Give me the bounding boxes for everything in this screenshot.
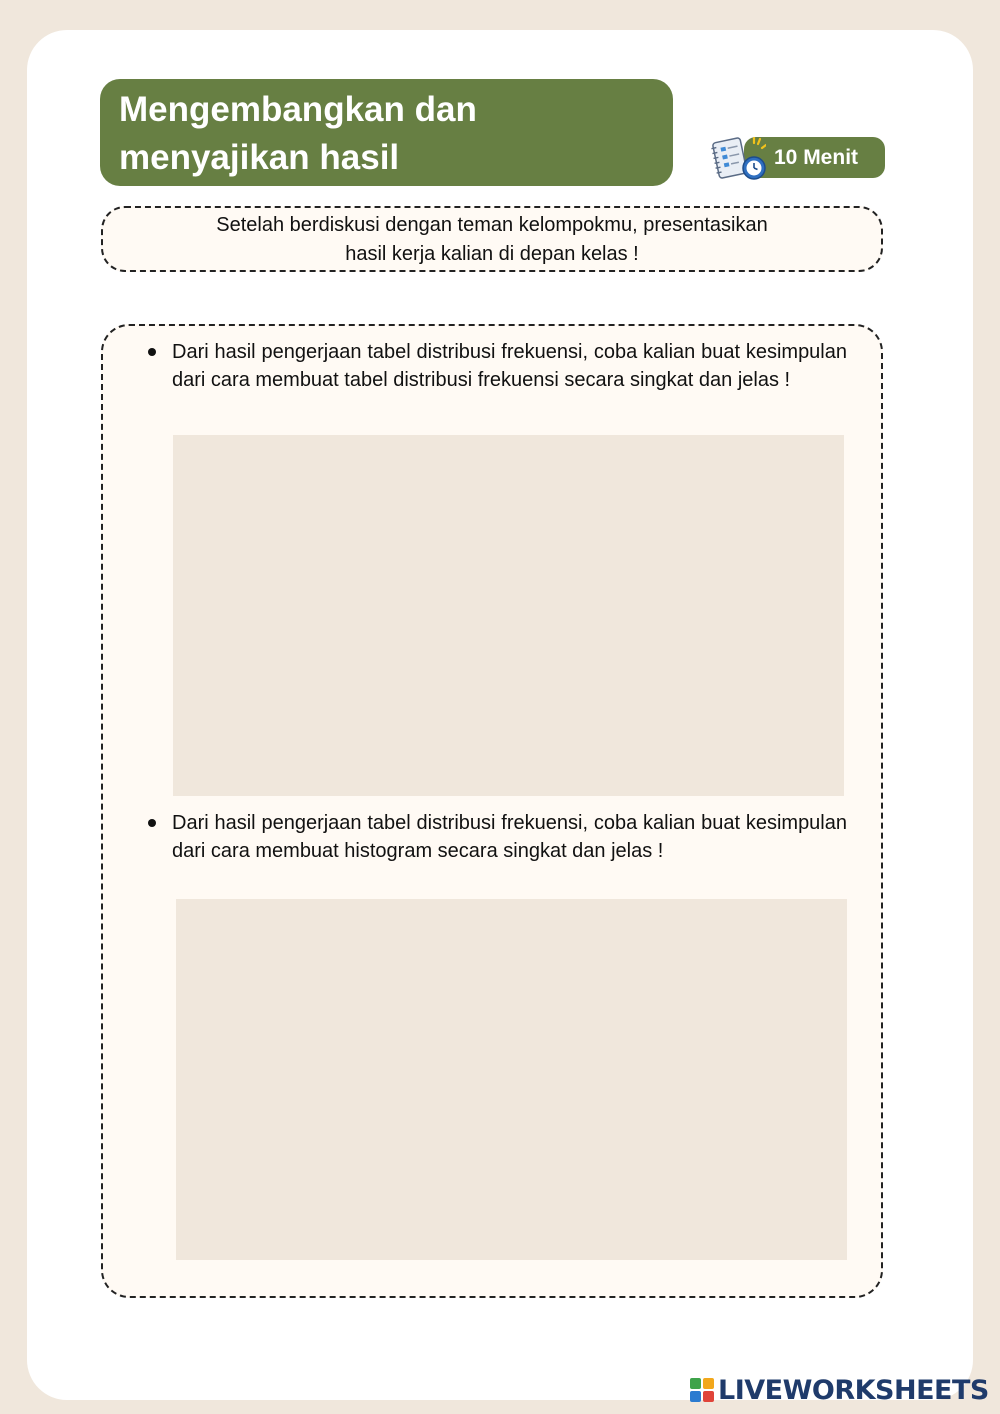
logo-text: LIVEWORKSHEETS xyxy=(718,1374,989,1406)
logo-squares xyxy=(690,1378,714,1402)
instruction-box xyxy=(101,206,883,272)
logo-square-i xyxy=(703,1378,714,1389)
bullet-2 xyxy=(148,819,156,827)
instruction-line-1: Setelah berdiskusi dengan teman kelompokmu, presentasikan xyxy=(216,214,768,236)
clipboard-clock-icon xyxy=(708,134,766,184)
answer-box-2[interactable] xyxy=(176,899,847,1260)
section-title-line-2: menyajikan hasil xyxy=(119,138,400,177)
bullet-1 xyxy=(148,348,156,356)
logo-square-e xyxy=(703,1391,714,1402)
task-2-text: Dari hasil pengerjaan tabel distribusi frekuensi, coba kalian buat kesimpulan dari cara membuat histogram secara singkat dan jelas ! xyxy=(172,812,847,862)
instruction-line-2: hasil kerja kalian di depan kelas ! xyxy=(345,243,639,265)
section-title xyxy=(100,79,673,186)
logo-square-l xyxy=(690,1378,701,1389)
section-title-line-1: Mengembangkan dan xyxy=(119,90,477,129)
timer-label: 10 Menit xyxy=(774,146,859,169)
answer-box-1[interactable] xyxy=(173,435,844,796)
logo-square-v xyxy=(690,1391,701,1402)
liveworksheets-logo xyxy=(690,1373,989,1407)
task-1-text: Dari hasil pengerjaan tabel distribusi frekuensi, coba kalian buat kesimpulan dari cara membuat tabel distribusi frekuensi secara singkat dan jelas ! xyxy=(172,341,847,391)
